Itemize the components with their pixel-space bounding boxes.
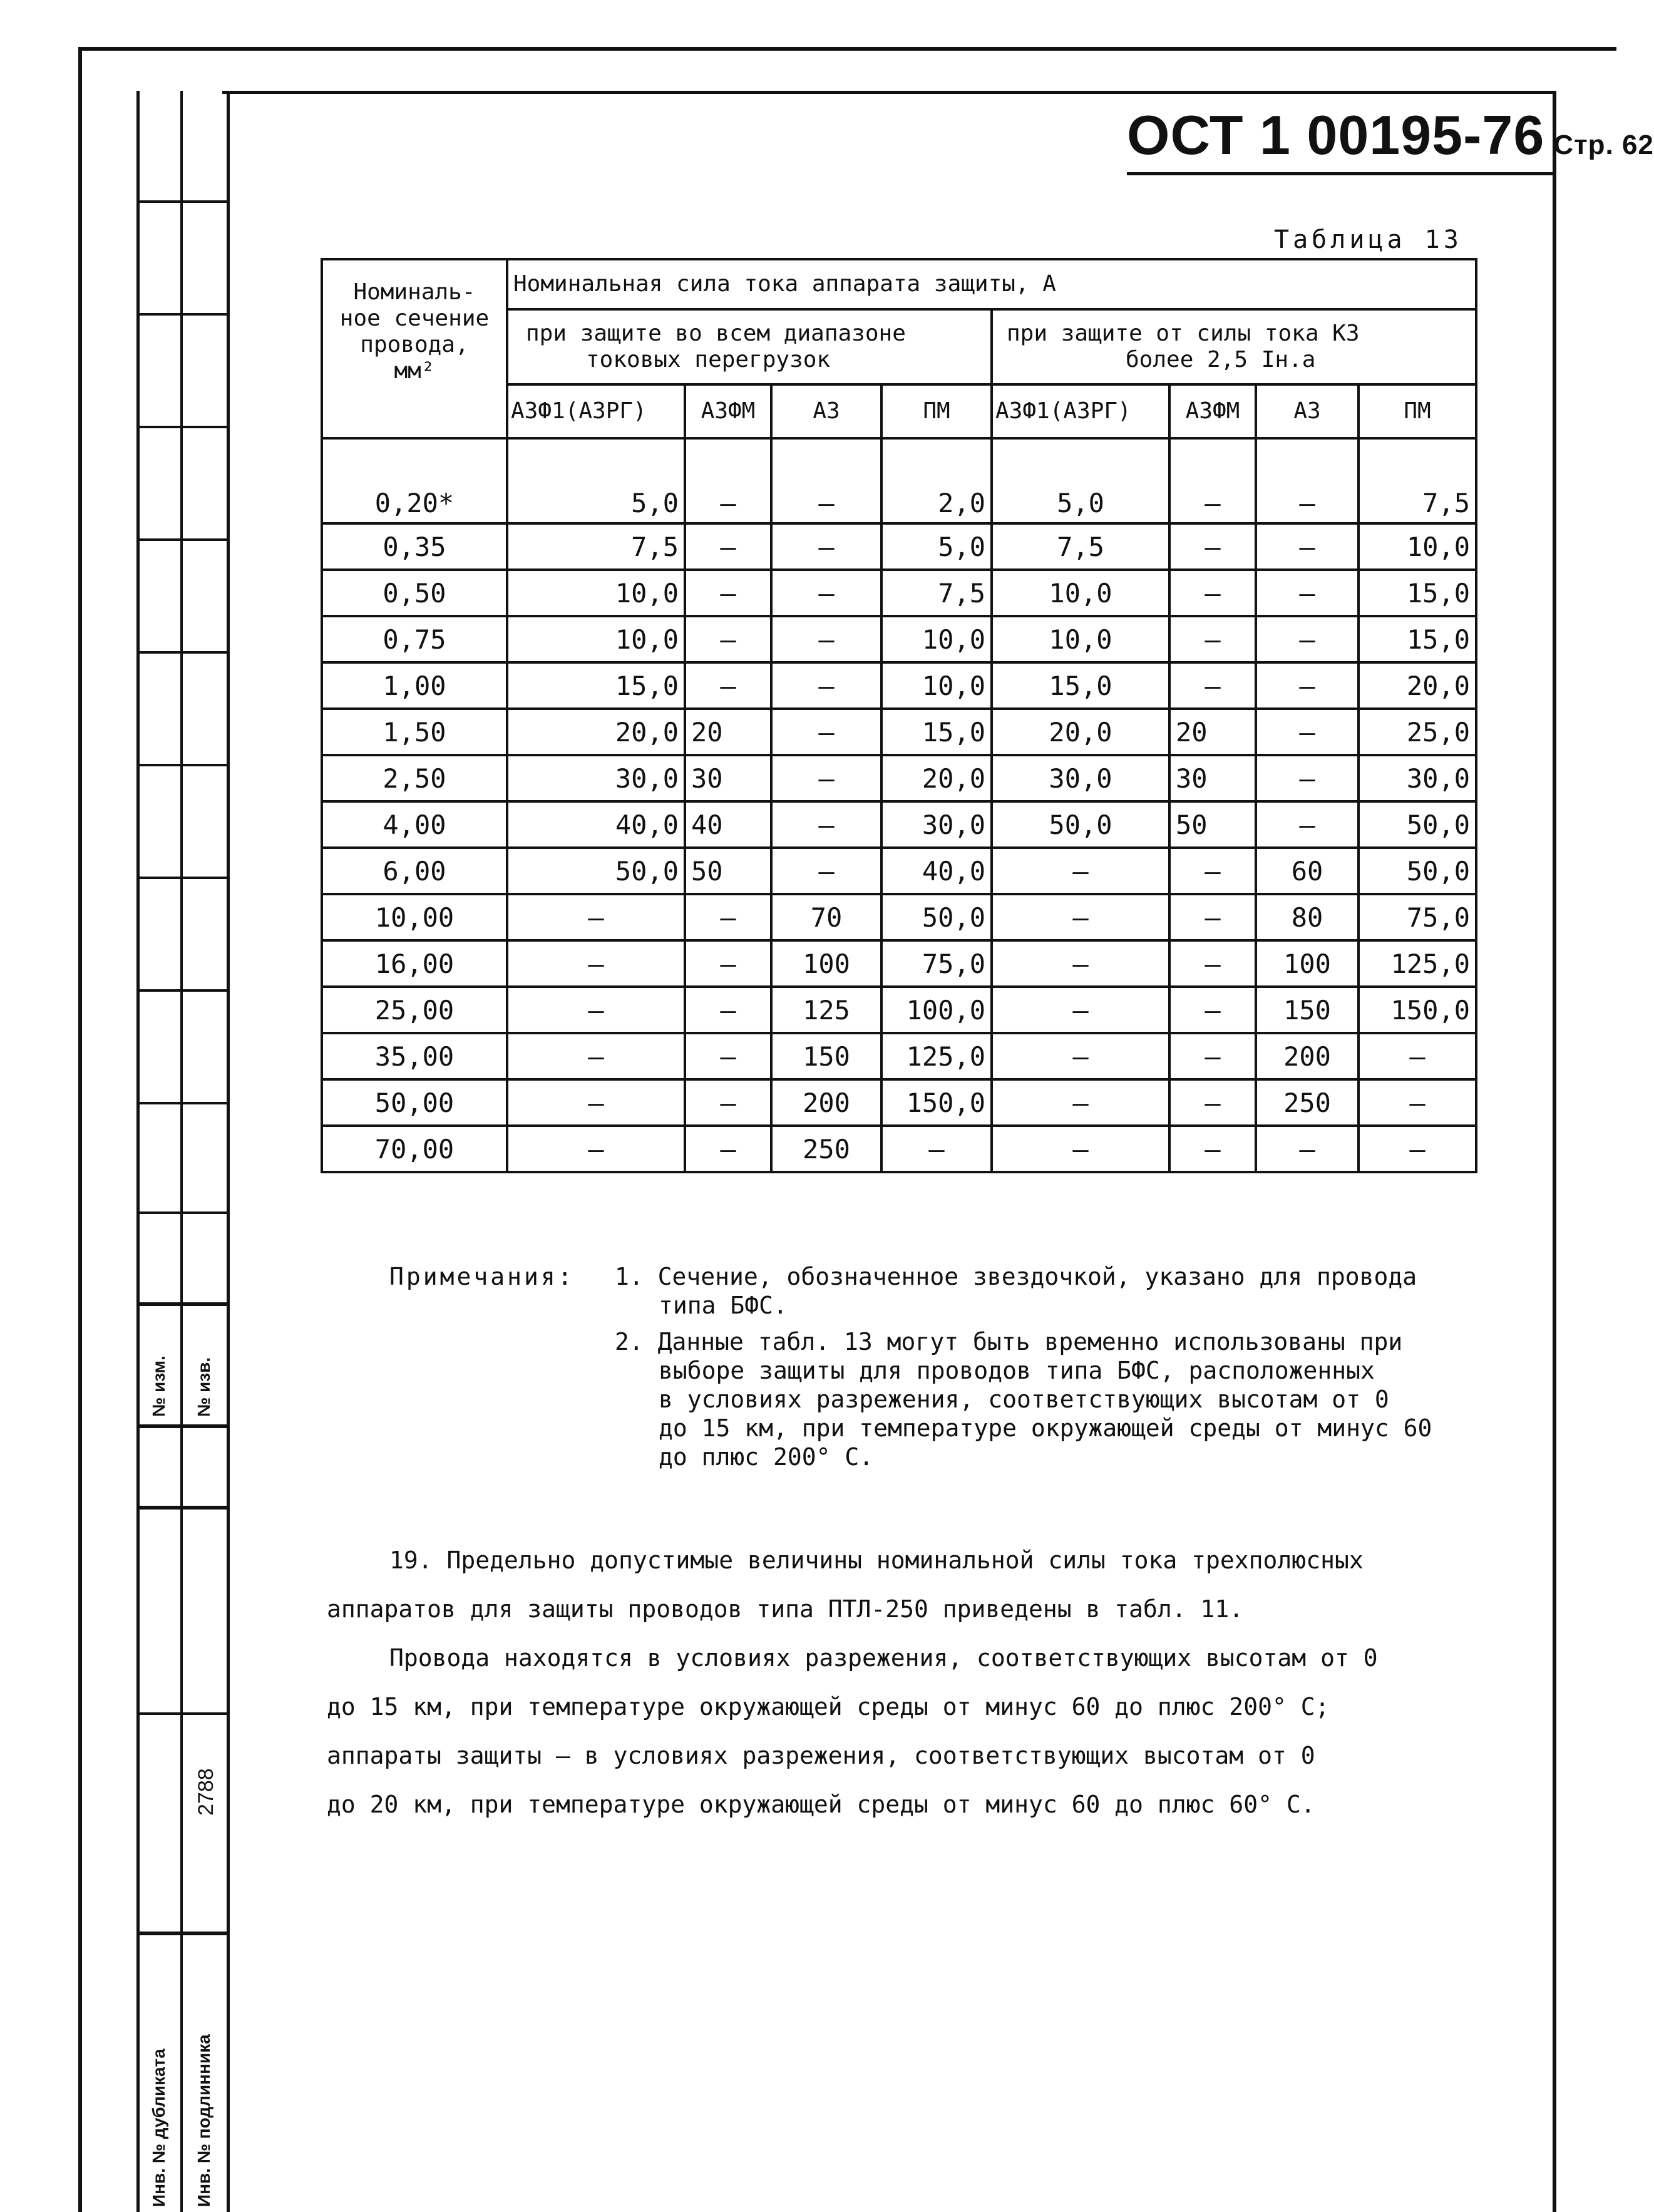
table-cell: 20: [1169, 709, 1256, 755]
table-cell: –: [685, 1126, 771, 1172]
table-cell: 50,0: [881, 894, 992, 940]
table-cell: 100: [771, 940, 881, 987]
inventory-number: 2788: [194, 1768, 218, 1816]
table-cell: –: [992, 1079, 1169, 1126]
table-row: [322, 709, 1476, 755]
table-cell: –: [685, 1033, 771, 1079]
margin-stamp-column: [136, 91, 227, 2212]
table-cell: –: [1256, 662, 1359, 709]
table-cell: –: [1359, 1033, 1476, 1079]
table-cell: 5,0: [881, 523, 992, 570]
table-cell: –: [1169, 894, 1256, 940]
table-caption: Таблица 13: [1274, 225, 1462, 254]
table-cell: –: [1169, 616, 1256, 662]
table-cell: 75,0: [1359, 894, 1476, 940]
table-cell: –: [992, 894, 1169, 940]
table-cell: –: [1359, 1079, 1476, 1126]
paragraph-20-line-4: до 20 км, при температуре окружающей среды от минус 60 до плюс 60° С.: [327, 1791, 1315, 1818]
table-cell: –: [685, 940, 771, 987]
table-cell: 10,0: [507, 570, 685, 616]
table-cell: 125,0: [881, 1033, 992, 1079]
table-cell: 125,0: [1359, 940, 1476, 987]
cell-section: 4,00: [322, 801, 507, 848]
note-2-line-2: выборе защиты для проводов типа БФС, расположенных: [659, 1357, 1375, 1384]
table-cell: 200: [1256, 1033, 1359, 1079]
table-cell: –: [685, 523, 771, 570]
table-cell: 250: [1256, 1079, 1359, 1126]
cell-section: 25,00: [322, 987, 507, 1033]
document-code: [1127, 103, 1654, 167]
table-cell: 40: [685, 801, 771, 848]
notice-number-label: № изв.: [194, 1357, 213, 1417]
sub-header: АЗ: [1256, 384, 1359, 438]
table-cell: –: [1256, 801, 1359, 848]
table-cell: –: [1169, 848, 1256, 894]
table-cell: 15,0: [1359, 616, 1476, 662]
note-2-line-4: до 15 км, при температуре окружающей среды от минус 60: [659, 1414, 1432, 1442]
table-cell: 50: [685, 848, 771, 894]
table-cell: –: [1256, 616, 1359, 662]
table-cell: 150,0: [881, 1079, 992, 1126]
table-row: [322, 755, 1476, 801]
table-cell: –: [1256, 709, 1359, 755]
table-cell: 15,0: [881, 709, 992, 755]
table-cell: –: [992, 1126, 1169, 1172]
table-cell: 7,5: [1359, 438, 1476, 523]
paragraph-20-line-3: аппараты защиты – в условиях разрежения, соответствующих высотам от 0: [327, 1742, 1315, 1769]
table-row: [322, 987, 1476, 1033]
table-cell: 10,0: [992, 570, 1169, 616]
table-cell: 15,0: [507, 662, 685, 709]
table-cell: –: [1169, 1079, 1256, 1126]
table-row: [322, 940, 1476, 987]
notes-label: Примечания:: [389, 1263, 575, 1290]
table-cell: 25,0: [1359, 709, 1476, 755]
table-cell: –: [1169, 987, 1256, 1033]
table-cell: 250: [771, 1126, 881, 1172]
cell-section: 35,00: [322, 1033, 507, 1079]
table-cell: –: [507, 894, 685, 940]
table-cell: –: [1169, 940, 1256, 987]
table-cell: –: [992, 987, 1169, 1033]
table-row: [322, 1033, 1476, 1079]
table-cell: 125: [771, 987, 881, 1033]
sub-header: АЗ: [771, 384, 881, 438]
table-cell: 100,0: [881, 987, 992, 1033]
table-cell: 7,5: [992, 523, 1169, 570]
table-cell: –: [685, 987, 771, 1033]
note-2-line-5: до плюс 200° С.: [659, 1443, 874, 1471]
cell-section: 0,20*: [322, 438, 507, 523]
table-cell: –: [685, 662, 771, 709]
table-cell: –: [685, 570, 771, 616]
table-row: [322, 894, 1476, 940]
table-cell: 20,0: [881, 755, 992, 801]
table-row: [322, 1126, 1476, 1172]
sub-header: АЗФ1(АЗРГ): [507, 384, 685, 438]
table-cell: 10,0: [1359, 523, 1476, 570]
cell-section: 0,75: [322, 616, 507, 662]
table-cell: –: [1169, 1126, 1256, 1172]
change-number-label: № изм.: [149, 1355, 168, 1417]
table-cell: –: [771, 801, 881, 848]
document-standard-number: ОСТ 1 00195-76: [1127, 104, 1545, 166]
table-cell: 20,0: [507, 709, 685, 755]
table-cell: 60: [1256, 848, 1359, 894]
table-cell: –: [1169, 662, 1256, 709]
sub-header: АЗФМ: [1169, 384, 1256, 438]
table-cell: –: [1256, 755, 1359, 801]
table-cell: 7,5: [507, 523, 685, 570]
cell-section: 2,50: [322, 755, 507, 801]
page-frame-left: [78, 47, 82, 2212]
table-row: [322, 848, 1476, 894]
table-cell: –: [771, 438, 881, 523]
original-inventory-label: Инв. № подлинника: [194, 2034, 213, 2207]
table-cell: –: [1256, 438, 1359, 523]
cell-section: 70,00: [322, 1126, 507, 1172]
table-cell: 15,0: [1359, 570, 1476, 616]
table-cell: –: [1169, 438, 1256, 523]
table-cell: 150: [771, 1033, 881, 1079]
table-cell: –: [685, 616, 771, 662]
cell-section: 1,50: [322, 709, 507, 755]
table-cell: –: [771, 523, 881, 570]
table-cell: 30,0: [1359, 755, 1476, 801]
paragraph-19-line-2: аппаратов для защиты проводов типа ПТЛ-250 приведены в табл. 11.: [327, 1595, 1244, 1623]
sub-header: АЗФМ: [685, 384, 771, 438]
table-cell: –: [992, 848, 1169, 894]
table-cell: 10,0: [507, 616, 685, 662]
note-1-line-2: типа БФС.: [659, 1292, 788, 1319]
table-cell: 50,0: [992, 801, 1169, 848]
table-cell: 10,0: [881, 662, 992, 709]
table-cell: –: [1169, 523, 1256, 570]
table-cell: 30,0: [507, 755, 685, 801]
table-cell: 40,0: [881, 848, 992, 894]
cell-section: 6,00: [322, 848, 507, 894]
table-cell: 5,0: [507, 438, 685, 523]
table-cell: –: [992, 1033, 1169, 1079]
table-cell: 50,0: [1359, 801, 1476, 848]
current-rating-table: [321, 258, 1477, 1173]
table-cell: –: [507, 940, 685, 987]
table-cell: –: [771, 848, 881, 894]
current-group-header: Номинальная сила тока аппарата защиты, А: [507, 259, 1476, 309]
cell-section: 1,00: [322, 662, 507, 709]
table-row: [322, 662, 1476, 709]
table-row: [322, 801, 1476, 848]
table-cell: 50,0: [507, 848, 685, 894]
table-cell: 2,0: [881, 438, 992, 523]
note-1-line-1: 1. Сечение, обозначенное звездочкой, указано для провода: [615, 1263, 1417, 1290]
sub-header: АЗФ1(АЗРГ): [992, 384, 1169, 438]
table-cell: 10,0: [992, 616, 1169, 662]
note-2-line-3: в условиях разрежения, соответствующих высотам от 0: [659, 1386, 1389, 1413]
table-cell: 30,0: [992, 755, 1169, 801]
table-cell: –: [685, 894, 771, 940]
table-row: [322, 570, 1476, 616]
paragraph-20-line-2: до 15 км, при температуре окружающей среды от минус 60 до плюс 200° С;: [327, 1693, 1330, 1721]
cell-section: 50,00: [322, 1079, 507, 1126]
table-cell: 150: [1256, 987, 1359, 1033]
table-cell: –: [1256, 1126, 1359, 1172]
table-cell: 30,0: [881, 801, 992, 848]
table-cell: –: [771, 709, 881, 755]
table-cell: –: [507, 987, 685, 1033]
table-cell: –: [507, 1126, 685, 1172]
table-cell: 20: [685, 709, 771, 755]
duplicate-inventory-label: Инв. № дубликата: [149, 2049, 168, 2207]
cell-section: 16,00: [322, 940, 507, 987]
table-cell: –: [1169, 1033, 1256, 1079]
sub-header: ПМ: [1359, 384, 1476, 438]
header-underline: [1127, 172, 1553, 175]
table-cell: –: [881, 1126, 992, 1172]
table-cell: –: [992, 940, 1169, 987]
section-column-header: Номиналь- ное сечение провода, мм²: [322, 259, 507, 438]
cell-section: 0,50: [322, 570, 507, 616]
table-cell: 10,0: [881, 616, 992, 662]
table-row: [322, 523, 1476, 570]
table-cell: 50,0: [1359, 848, 1476, 894]
table-cell: –: [507, 1033, 685, 1079]
paragraph-20-line-1: Провода находятся в условиях разрежения, соответствующих высотам от 0: [389, 1644, 1378, 1672]
table-cell: 70: [771, 894, 881, 940]
table-cell: –: [771, 570, 881, 616]
table-cell: –: [1169, 570, 1256, 616]
table-cell: –: [1256, 523, 1359, 570]
table-cell: 50: [1169, 801, 1256, 848]
table-cell: –: [771, 662, 881, 709]
table-cell: –: [771, 616, 881, 662]
table-row: [322, 438, 1476, 523]
table-cell: 15,0: [992, 662, 1169, 709]
table-cell: –: [685, 1079, 771, 1126]
table-cell: 30: [685, 755, 771, 801]
table-cell: 5,0: [992, 438, 1169, 523]
table-cell: 200: [771, 1079, 881, 1126]
table-cell: 30: [1169, 755, 1256, 801]
inner-frame-right: [1553, 91, 1556, 2212]
table-row: [322, 1079, 1476, 1126]
table-cell: 40,0: [507, 801, 685, 848]
table-cell: 80: [1256, 894, 1359, 940]
table-cell: 20,0: [992, 709, 1169, 755]
page-frame-top: [78, 47, 1616, 51]
cell-section: 0,35: [322, 523, 507, 570]
table-cell: 75,0: [881, 940, 992, 987]
short-circuit-group-header: при защите от силы тока КЗ более 2,5 Iн.а: [992, 309, 1476, 384]
table-cell: –: [1359, 1126, 1476, 1172]
note-2-line-1: 2. Данные табл. 13 могут быть временно использованы при: [615, 1328, 1403, 1355]
cell-section: 10,00: [322, 894, 507, 940]
paragraph-19-line-1: 19. Предельно допустимые величины номинальной силы тока трехполюсных: [389, 1546, 1364, 1574]
table-cell: 20,0: [1359, 662, 1476, 709]
page-number: Стр. 62: [1553, 130, 1654, 160]
table-cell: –: [685, 438, 771, 523]
inner-frame-top: [222, 91, 1556, 94]
table-cell: –: [1256, 570, 1359, 616]
table-cell: 150,0: [1359, 987, 1476, 1033]
table-row: [322, 616, 1476, 662]
table-cell: –: [771, 755, 881, 801]
table-cell: 7,5: [881, 570, 992, 616]
full-range-group-header: при защите во всем диапазоне токовых перегрузок: [507, 309, 992, 384]
table-cell: 100: [1256, 940, 1359, 987]
table-cell: –: [507, 1079, 685, 1126]
sub-header: ПМ: [881, 384, 992, 438]
